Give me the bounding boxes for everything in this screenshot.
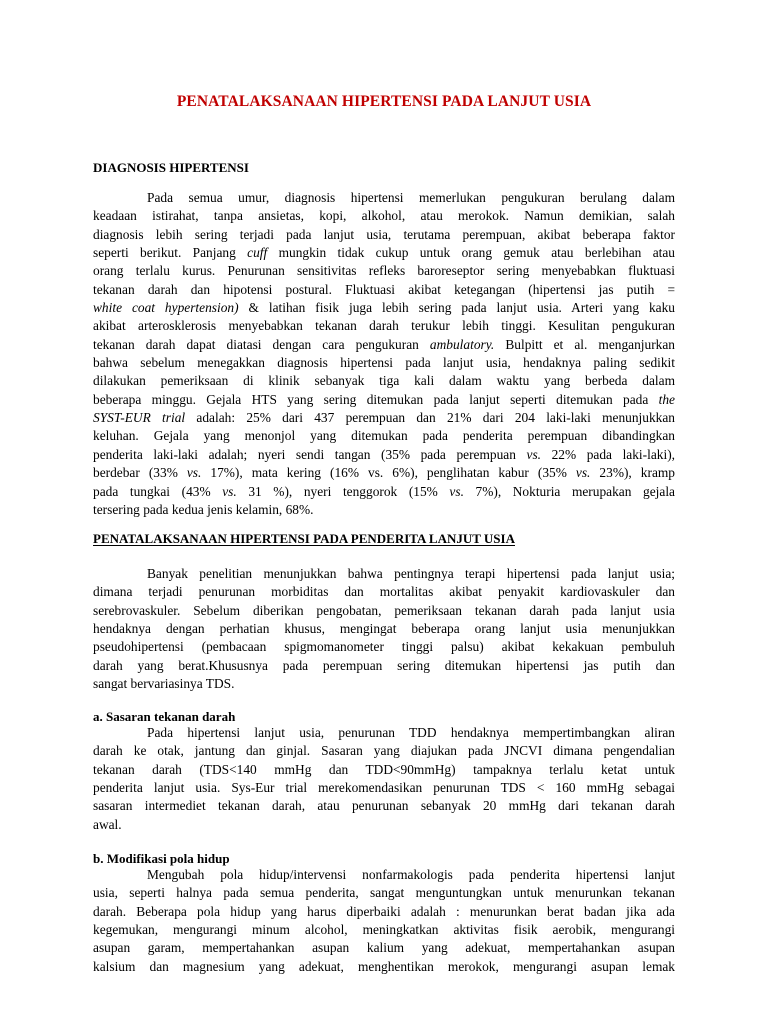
text-line: tekanan darah dapat diatasi dengan cara pengukuran ambulatory. Bulpitt et al. menganjurkan [93,336,675,352]
text-line: tekanan darah dan hipotensi postural. Fluktuasi akibat ketegangan (hipertensi jas putih = [93,281,675,297]
paragraph-penatalaksanaan [93,565,675,693]
text-line: orang terlalu kurus. Penurunan sensitivitas refleks baroreseptor sering menyebabkan fluktuasi [93,263,675,279]
text-line: akibat arterosklerosis menyebabkan tekanan darah terukur lebih tinggi. Kesulitan pengukuran [93,318,675,334]
text-line: Mengubah pola hidup/intervensi nonfarmakologis pada penderita hipertensi lanjut [147,867,675,882]
text-line: white coat hypertension) & latihan fisik juga lebih sering pada lanjut usia. Arteri yang kaku [93,300,676,316]
text-line: dilakukan pemeriksaan di klinik sebanyak tiga kali dalam waktu yang berbeda dalam [93,373,675,389]
section-heading-modifikasi: b. Modifikasi pola hidup [93,851,230,866]
section-heading-diagnosis: DIAGNOSIS HIPERTENSI [93,160,249,175]
paragraph-sasaran [93,724,675,834]
text-line: bahwa sebelum menegakkan diagnosis hipertensi pada lanjut usia, hendaknya paling sedikit [93,355,675,371]
text-line: penderita lanjut usia. Sys-Eur trial merekomendasikan penurunan TDS < 160 mmHg sebagai [93,780,675,796]
text-line: darah ke otak, jantung dan ginjal. Sasaran yang diajukan pada JNCVI dimana pengendalian [93,743,675,759]
text-line: awal. [93,816,122,832]
text-line: pseudohipertensi (pembacaan spigmomanometer tinggi palsu) akibat kekakuan pembuluh [93,639,675,655]
text-line: asupan garam, mempertahankan asupan kalium yang adekuat, mempertahankan asupan [93,940,675,956]
text-line: usia, seperti halnya pada semua penderita, sangat menguntungkan untuk menurunkan tekanan [93,885,675,901]
text-line: Pada hipertensi lanjut usia, penurunan TDD hendaknya mempertimbangkan aliran [147,725,675,740]
text-line: seperti berikut. Panjang cuff mungkin tidak cukup untuk orang gemuk atau berlebihan atau [93,245,676,261]
text-line: penderita laki-laki adalah; nyeri sendi tangan (35% pada perempuan vs. 22% pada laki-laki), [93,446,676,462]
text-line: kegemukan, mengurangi minum alcohol, meningkatkan aktivitas fisik aerobik, mengurangi [93,922,675,938]
text-line: beberapa minggu. Gejala HTS yang sering ditemukan pada lanjut seperti ditemukan pada the [93,391,675,407]
text-line: diagnosis lebih sering terjadi pada lanjut usia, terutama perempuan, akibat beberapa faktor [93,226,675,242]
text-line: Banyak penelitian menunjukkan bahwa pentingnya terapi hipertensi pada lanjut usia; [147,566,675,581]
text-line: darah yang berat.Khususnya pada perempuan sering ditemukan hipertensi jas putih dan [93,657,675,673]
text-line: keluhan. Gejala yang menonjol yang ditemukan pada penderita perempuan dibandingkan [93,428,675,444]
text-line: pada tungkai (43% vs. 31 %), nyeri tenggorok (15% vs. 7%), Nokturia merupakan gejala [93,483,675,499]
text-line: SYST-EUR trial adalah: 25% dari 437 perempuan dan 21% dari 204 laki-laki menunjukkan [93,410,675,426]
text-line: hendaknya dengan perhatian khusus, mengingat beberapa orang lanjut usia menunjukkan [93,621,675,637]
text-line: darah. Beberapa pola hidup yang harus diperbaiki adalah : menurunkan berat badan jika ada [93,903,675,919]
text-line: tersering pada kedua jenis kelamin, 68%. [93,501,314,517]
text-line: serebrovaskuler. Sebelum diberikan pengobatan, pemeriksaan tekanan darah pada lanjut usia [93,602,675,618]
section-heading-penatalaksanaan: PENATALAKSANAAN HIPERTENSI PADA PENDERITA LANJUT USIA [93,531,515,546]
text-line: tekanan darah (TDS<140 mmHg dan TDD<90mmHg) tampaknya terlalu ketat untuk [93,761,675,777]
section-heading-sasaran: a. Sasaran tekanan darah [93,709,236,724]
text-line: sasaran intermediet tekanan darah, atau penurunan sebanyak 20 mmHg dari tekanan darah [93,798,675,814]
text-line: keadaan istirahat, tanpa ansietas, kopi, alkohol, atau merokok. Namun demikian, salah [93,208,675,224]
document-title: PENATALAKSANAAN HIPERTENSI PADA LANJUT USIA [176,93,592,110]
text-line: sangat bervariasinya TDS. [93,676,235,692]
text-line: dimana terjadi penurunan morbiditas dan mortalitas akibat penyakit kardiovaskuler dan [93,584,675,600]
text-line: berdebar (33% vs. 17%), mata kering (16% vs. 6%), penglihatan kabur (35% vs. 23%), kramp [93,465,675,481]
paragraph-modifikasi [93,866,675,976]
text-line: Pada semua umur, diagnosis hipertensi memerlukan pengukuran berulang dalam [147,190,675,205]
text-line: kalsium dan magnesium yang adekuat, menghentikan merokok, mengurangi asupan lemak [93,958,675,974]
paragraph-diagnosis [93,189,675,519]
